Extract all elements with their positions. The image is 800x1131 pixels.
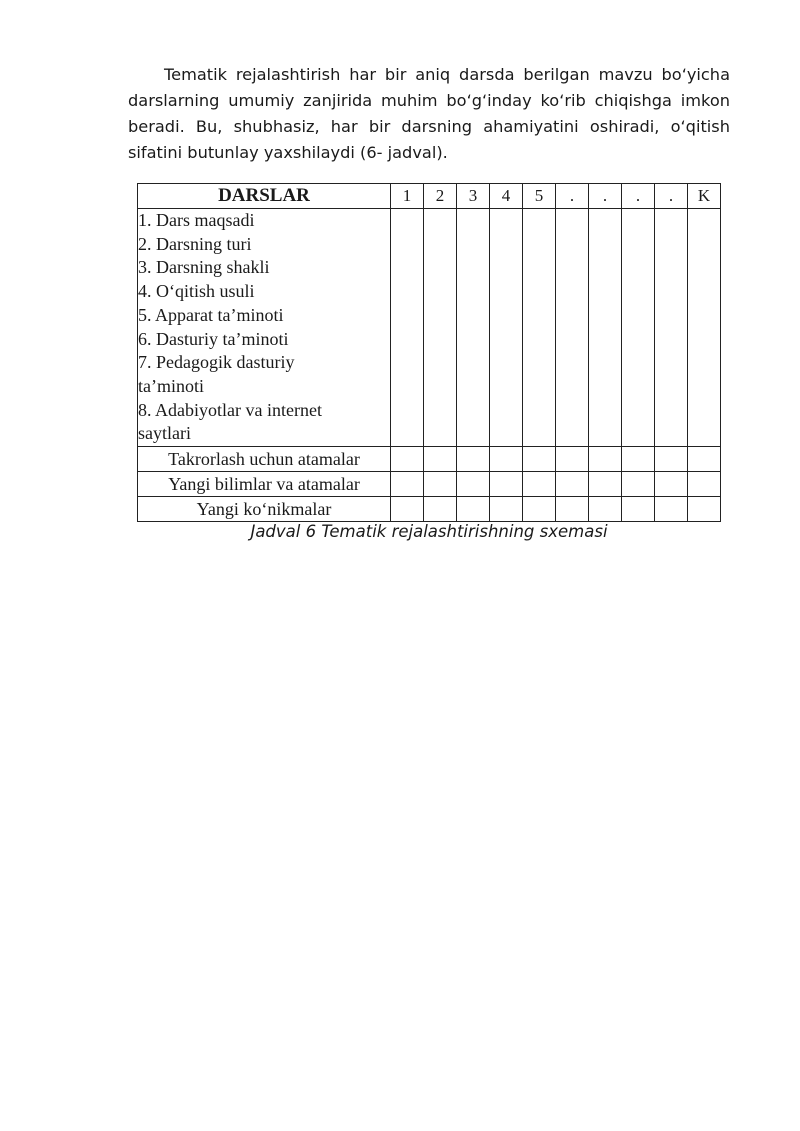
row-label-repetition-terms: Takrorlash uchun atamalar xyxy=(138,447,391,472)
empty-cell xyxy=(556,209,589,447)
empty-cell xyxy=(457,209,490,447)
empty-cell xyxy=(490,497,523,522)
empty-cell xyxy=(655,209,688,447)
list-item: ta’minoti xyxy=(138,375,204,396)
empty-cell xyxy=(655,472,688,497)
header-col-3: 3 xyxy=(457,184,490,209)
list-item: 5. Apparat ta’minoti xyxy=(138,304,284,325)
list-item: 7. Pedagogik dasturiy xyxy=(138,352,295,373)
empty-cell xyxy=(523,209,556,447)
empty-cell xyxy=(589,472,622,497)
list-item: saytlari xyxy=(138,423,191,444)
empty-cell xyxy=(688,497,721,522)
header-col-1: 1 xyxy=(391,184,424,209)
empty-cell xyxy=(391,447,424,472)
table-row xyxy=(138,472,721,497)
table-row xyxy=(138,497,721,522)
items-cell xyxy=(138,209,391,447)
empty-cell xyxy=(655,447,688,472)
empty-cell xyxy=(556,447,589,472)
empty-cell xyxy=(523,472,556,497)
empty-cell xyxy=(688,472,721,497)
table-caption: Jadval 6 Tematik rejalashtirishning sxemasi xyxy=(250,522,608,541)
empty-cell xyxy=(424,447,457,472)
list-item: 2. Darsning turi xyxy=(138,233,252,254)
empty-cell xyxy=(523,497,556,522)
empty-cell xyxy=(688,447,721,472)
empty-cell xyxy=(391,497,424,522)
table-header-row xyxy=(138,184,721,209)
empty-cell xyxy=(424,497,457,522)
empty-cell xyxy=(457,447,490,472)
empty-cell xyxy=(523,447,556,472)
header-col-dot-3: . xyxy=(622,184,655,209)
empty-cell xyxy=(622,447,655,472)
thematic-planning-table xyxy=(137,183,721,522)
empty-cell xyxy=(391,472,424,497)
empty-cell xyxy=(556,472,589,497)
empty-cell xyxy=(457,497,490,522)
table-row-items xyxy=(138,209,721,447)
header-col-4: 4 xyxy=(490,184,523,209)
table-row xyxy=(138,447,721,472)
list-item: 4. O‘qitish usuli xyxy=(138,281,255,302)
empty-cell xyxy=(589,497,622,522)
row-label-new-knowledge: Yangi bilimlar va atamalar xyxy=(138,472,391,497)
header-col-2: 2 xyxy=(424,184,457,209)
empty-cell xyxy=(589,209,622,447)
empty-cell xyxy=(457,472,490,497)
empty-cell xyxy=(490,472,523,497)
intro-paragraph: Tematik rejalashtirish har bir aniq darsda berilgan mavzu bo‘yicha darslarning umumiy zanjirida muhim bo‘g‘inday ko‘rib chiqishga imkon beradi. Bu, shubhasiz, har bir darsning ahamiyatini oshiradi, o‘qitish sifatini butunlay yaxshilaydi (6- jadval). xyxy=(128,65,730,162)
list-item: 6. Dasturiy ta’minoti xyxy=(138,328,289,349)
empty-cell xyxy=(589,447,622,472)
empty-cell xyxy=(622,472,655,497)
header-col-5: 5 xyxy=(523,184,556,209)
header-col-k: K xyxy=(688,184,721,209)
empty-cell xyxy=(556,497,589,522)
empty-cell xyxy=(490,447,523,472)
list-item: 8. Adabiyotlar va internet xyxy=(138,399,322,420)
empty-cell xyxy=(391,209,424,447)
empty-cell xyxy=(688,209,721,447)
header-col-dot-4: . xyxy=(655,184,688,209)
empty-cell xyxy=(424,209,457,447)
header-label: DARSLAR xyxy=(138,184,391,209)
header-col-dot-1: . xyxy=(556,184,589,209)
empty-cell xyxy=(490,209,523,447)
empty-cell xyxy=(424,472,457,497)
header-col-dot-2: . xyxy=(589,184,622,209)
empty-cell xyxy=(655,497,688,522)
empty-cell xyxy=(622,497,655,522)
row-label-new-skills: Yangi ko‘nikmalar xyxy=(138,497,391,522)
empty-cell xyxy=(622,209,655,447)
list-item: 1. Dars maqsadi xyxy=(138,210,255,230)
list-item: 3. Darsning shakli xyxy=(138,257,270,278)
